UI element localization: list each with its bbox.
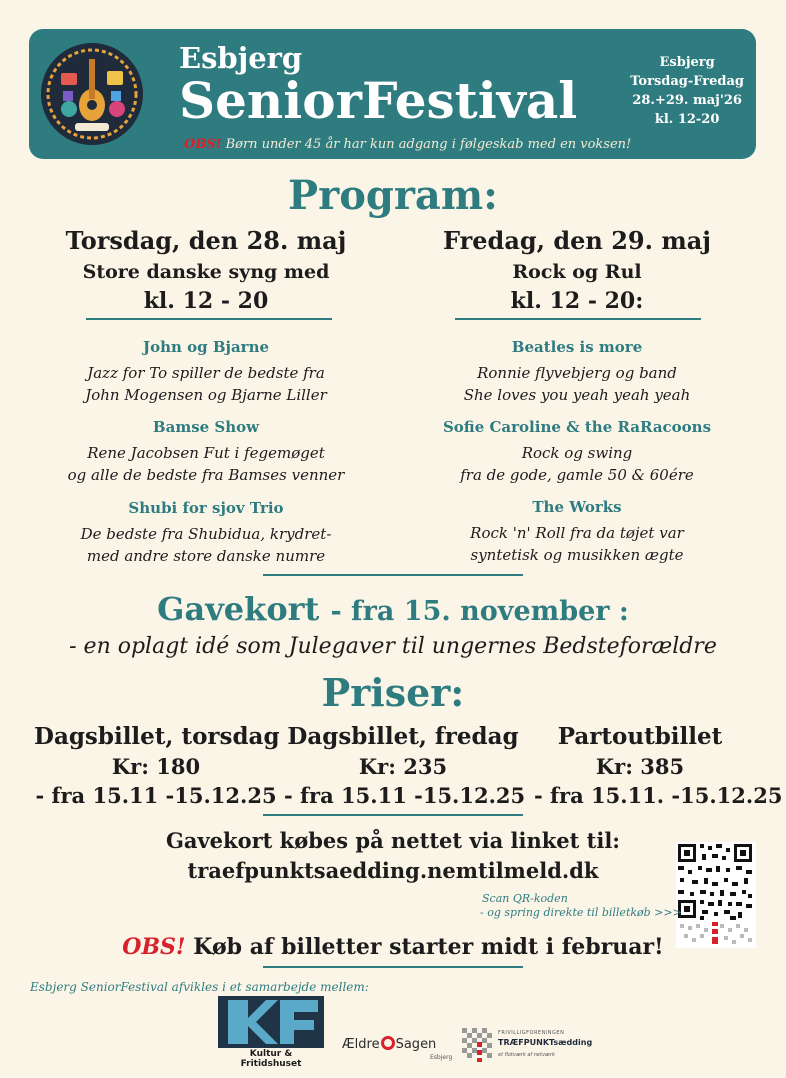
- thursday-divider: [86, 318, 332, 320]
- kultur-fritidshuset-logo: [218, 996, 324, 1069]
- act-description: [433, 522, 721, 566]
- ticket-sale-notice: [0, 934, 786, 960]
- music-festival-emblem-icon: [41, 43, 143, 145]
- traefpunkt-top: FRIVILLIGFORENINGEN: [498, 1030, 565, 1036]
- act-description: [62, 362, 350, 406]
- act-name: John og Bjarne: [142, 338, 270, 356]
- act-line: og alle de bedste fra Bamses venner: [67, 466, 345, 484]
- program-divider: [263, 574, 523, 576]
- qr-caption: [480, 892, 682, 920]
- friday-divider: [455, 318, 701, 320]
- qr-caption-line: Scan QR-koden: [482, 892, 568, 905]
- purchase-info: Gavekort købes på nettet via linket til:: [165, 828, 621, 853]
- partners-intro: Esbjerg SeniorFestival afvikles i et samarbejde mellem:: [30, 980, 369, 994]
- friday-theme: Rock og Rul: [512, 261, 642, 283]
- program-thursday: [62, 226, 350, 576]
- banner-notice-label: OBS!: [184, 137, 222, 152]
- act-name: Sofie Caroline & the RaRacoons: [442, 418, 712, 436]
- program-heading: Program:: [288, 172, 498, 219]
- act-line: syntetisk og musikken ægte: [470, 546, 684, 564]
- ticket-period: - fra 15.11 -15.12.25: [284, 783, 526, 808]
- act-line: Rock 'n' Roll fra da tøjet var: [470, 524, 684, 542]
- act-line: med andre store danske numre: [86, 547, 326, 565]
- ticket-price: Kr: 180: [111, 754, 201, 779]
- act-line: Rock og swing: [521, 444, 633, 462]
- traefpunkt-name: TRÆFPUNKTsædding: [498, 1038, 593, 1047]
- act-description: [62, 523, 350, 567]
- act-line: Jazz for To spiller de bedste fra: [87, 364, 325, 382]
- thursday-theme: Store danske syng med: [82, 261, 330, 283]
- ticket-sale-notice-label: OBS!: [122, 934, 186, 960]
- act-line: Ronnie flyvebjerg og band: [477, 364, 677, 382]
- aeldre-sagen-right: Sagen: [395, 1037, 437, 1052]
- act-name: Beatles is more: [511, 338, 643, 356]
- banner-notice: [184, 137, 631, 152]
- traefpunkt-logo: [462, 1028, 612, 1064]
- banner-notice-text: Børn under 45 år har kun adgang i følgeskab med en voksen!: [225, 137, 632, 152]
- banner-title-city: Esbjerg: [179, 41, 303, 75]
- footer-divider: [263, 966, 523, 968]
- banner-info-line: 28.+29. maj'26: [632, 93, 742, 108]
- act-line: She loves you yeah yeah yeah: [463, 386, 691, 404]
- gavekort-heading-main: Gavekort: [157, 590, 320, 628]
- act-description: [62, 442, 350, 486]
- aeldre-sagen-left: Ældre: [342, 1037, 380, 1052]
- aeldre-sagen-ring-icon: [381, 1036, 395, 1050]
- banner-info-line: kl. 12-20: [654, 112, 720, 127]
- ticket-title: Partoutbillet: [557, 723, 723, 750]
- ticket-price: Kr: 235: [358, 754, 448, 779]
- ticket-title: Dagsbillet, torsdag: [34, 723, 280, 750]
- thursday-day: Torsdag, den 28. maj: [65, 226, 347, 255]
- act-name: Bamse Show: [152, 418, 260, 436]
- ticket-title: Dagsbillet, fredag: [287, 723, 519, 750]
- purchase-url[interactable]: traefpunktsaedding.nemtilmeld.dk: [187, 858, 599, 883]
- ticket-friday: [284, 722, 526, 810]
- act-line: Rene Jacobsen Fut i fegemøget: [87, 444, 325, 462]
- banner-date-info: [630, 53, 744, 129]
- act-name: Shubi for sjov Trio: [128, 499, 284, 517]
- act-description: [433, 362, 721, 406]
- gavekort-heading: [0, 590, 786, 628]
- qr-code[interactable]: [676, 842, 756, 948]
- banner-title-festival: SeniorFestival: [179, 71, 578, 130]
- banner-info-line: Esbjerg: [659, 55, 715, 70]
- friday-time: kl. 12 - 20:: [510, 288, 644, 314]
- act-description: [433, 442, 721, 486]
- ticket-price: Kr: 385: [595, 754, 685, 779]
- thursday-time: kl. 12 - 20: [143, 288, 269, 314]
- ticket-period: - fra 15.11. -15.12.25: [534, 783, 783, 808]
- ticket-period: - fra 15.11 -15.12.25: [35, 783, 277, 808]
- gavekort-heading-rest: - fra 15. november :: [330, 596, 629, 627]
- program-friday: [433, 226, 721, 576]
- ticket-partout: [534, 722, 783, 810]
- gavekort-subtitle: - en oplagt idé som Julegaver til ungernes Bedsteforældre: [69, 634, 717, 659]
- traefpunkt-sub: et flotværk af netværk: [498, 1052, 555, 1058]
- act-line: fra de gode, gamle 50 & 60ére: [460, 466, 694, 484]
- aeldre-sagen-sub: Esbjerg: [430, 1054, 453, 1061]
- ticket-thursday: [34, 722, 278, 810]
- aeldre-sagen-logo: [342, 1036, 436, 1052]
- festival-banner: [29, 29, 756, 159]
- act-line: De bedste fra Shubidua, krydret-: [80, 525, 332, 543]
- act-name: The Works: [532, 498, 622, 516]
- qr-caption-line: - og spring direkte til billetkøb >>>: [480, 906, 682, 919]
- priser-heading: Priser:: [321, 670, 465, 715]
- act-line: John Mogensen og Bjarne Liller: [85, 386, 327, 404]
- friday-day: Fredag, den 29. maj: [443, 226, 711, 255]
- ticket-sale-notice-text: Køb af billetter starter midt i februar!: [193, 934, 664, 960]
- price-divider: [263, 814, 523, 816]
- banner-info-line: Torsdag-Fredag: [630, 74, 744, 89]
- kultur-fritidshuset-label: Kultur & Fritidshuset: [240, 1049, 302, 1069]
